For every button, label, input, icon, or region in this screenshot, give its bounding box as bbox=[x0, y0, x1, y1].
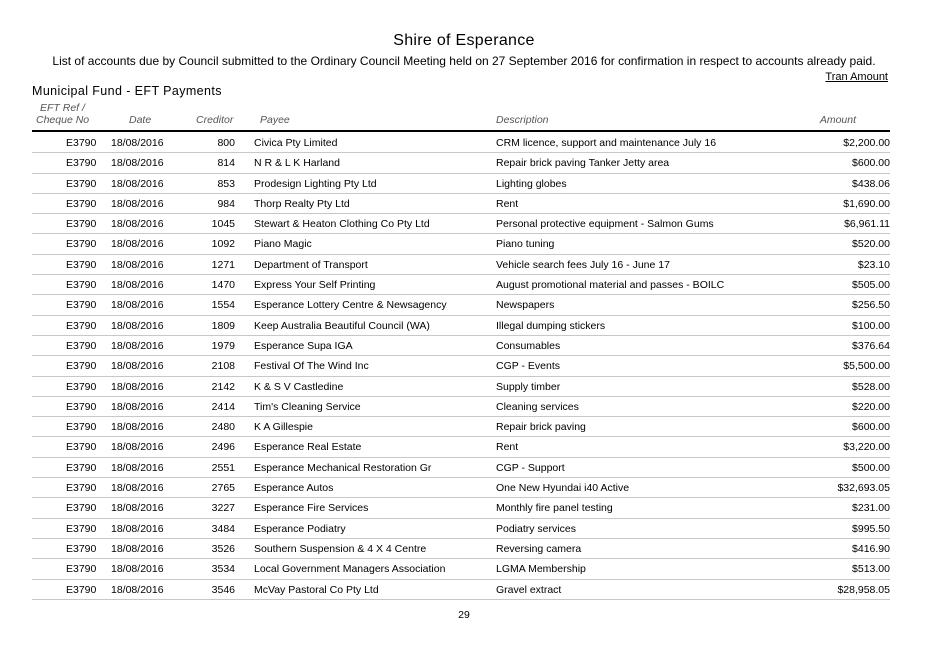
cell-date: 18/08/2016 bbox=[111, 482, 164, 495]
cell-payee: Esperance Supa IGA bbox=[254, 339, 353, 352]
cell-date: 18/08/2016 bbox=[111, 563, 164, 576]
cell-description: CGP - Support bbox=[496, 461, 565, 474]
cell-payee: Keep Australia Beautiful Council (WA) bbox=[254, 319, 430, 332]
cell-ref: E3790 bbox=[66, 421, 97, 434]
cell-creditor: 1271 bbox=[211, 258, 235, 271]
page-title: Shire of Esperance bbox=[393, 32, 535, 49]
cell-payee: Department of Transport bbox=[254, 258, 368, 271]
cell-amount: $28,958.05 bbox=[837, 583, 890, 596]
cell-payee: Esperance Real Estate bbox=[254, 441, 362, 454]
cell-payee: Festival Of The Wind Inc bbox=[254, 360, 369, 373]
cell-payee: Esperance Autos bbox=[254, 482, 334, 495]
column-header-description: Description bbox=[496, 114, 549, 126]
cell-amount: $528.00 bbox=[852, 380, 890, 393]
cell-ref: E3790 bbox=[66, 400, 97, 413]
cell-ref: E3790 bbox=[66, 380, 97, 393]
table-row bbox=[0, 255, 928, 275]
cell-description: Lighting globes bbox=[496, 177, 567, 190]
cell-ref: E3790 bbox=[66, 461, 97, 474]
cell-date: 18/08/2016 bbox=[111, 279, 164, 292]
table-row bbox=[0, 174, 928, 194]
column-header-ref-line2: Cheque No bbox=[36, 114, 90, 126]
header-divider bbox=[32, 130, 890, 132]
cell-creditor: 3227 bbox=[211, 502, 235, 515]
cell-creditor: 1470 bbox=[211, 279, 235, 292]
cell-date: 18/08/2016 bbox=[111, 238, 164, 251]
cell-payee: Prodesign Lighting Pty Ltd bbox=[254, 177, 377, 190]
cell-description: CRM licence, support and maintenance July 16 bbox=[496, 137, 717, 149]
table-row bbox=[0, 153, 928, 173]
cell-description: Piano tuning bbox=[496, 238, 555, 251]
cell-ref: E3790 bbox=[66, 522, 97, 535]
cell-description: Rent bbox=[496, 441, 519, 454]
cell-ref: E3790 bbox=[66, 441, 97, 454]
cell-payee: Esperance Fire Services bbox=[254, 502, 369, 515]
cell-payee: Local Government Managers Association bbox=[254, 563, 446, 576]
table-row bbox=[0, 336, 928, 356]
cell-ref: E3790 bbox=[66, 482, 97, 495]
cell-date: 18/08/2016 bbox=[111, 177, 164, 190]
cell-description: Consumables bbox=[496, 339, 561, 352]
table-row bbox=[0, 417, 928, 437]
cell-date: 18/08/2016 bbox=[111, 339, 164, 352]
cell-payee: Tim's Cleaning Service bbox=[254, 400, 361, 413]
cell-amount: $416.90 bbox=[852, 542, 890, 555]
cell-creditor: 1979 bbox=[211, 339, 235, 352]
cell-amount: $100.00 bbox=[852, 319, 890, 332]
cell-description: Rent bbox=[496, 197, 519, 210]
cell-ref: E3790 bbox=[66, 137, 97, 149]
cell-amount: $376.64 bbox=[852, 339, 890, 352]
cell-amount: $220.00 bbox=[852, 400, 890, 413]
page-subtitle: List of accounts due by Council submitted to the Ordinary Council Meeting held on 27 September 2016 for confirmation in respect to accounts already paid. bbox=[52, 54, 876, 68]
cell-description: Illegal dumping stickers bbox=[496, 319, 606, 332]
cell-ref: E3790 bbox=[66, 177, 97, 190]
cell-creditor: 814 bbox=[217, 157, 235, 170]
cell-creditor: 2142 bbox=[211, 380, 235, 393]
cell-creditor: 1554 bbox=[211, 299, 235, 312]
table-row bbox=[0, 316, 928, 336]
cell-date: 18/08/2016 bbox=[111, 400, 164, 413]
table-row bbox=[0, 377, 928, 397]
cell-ref: E3790 bbox=[66, 360, 97, 373]
tran-amount-label: Tran Amount bbox=[825, 71, 888, 83]
cell-payee: Esperance Mechanical Restoration Gr bbox=[254, 461, 432, 474]
cell-ref: E3790 bbox=[66, 563, 97, 576]
cell-creditor: 1092 bbox=[211, 238, 235, 251]
cell-payee: Piano Magic bbox=[254, 238, 312, 251]
cell-creditor: 3534 bbox=[211, 563, 235, 576]
column-header-date: Date bbox=[129, 114, 152, 126]
cell-creditor: 2765 bbox=[211, 482, 235, 495]
table-row bbox=[0, 437, 928, 457]
cell-amount: $438.06 bbox=[852, 177, 890, 190]
cell-amount: $6,961.11 bbox=[844, 218, 890, 231]
cell-date: 18/08/2016 bbox=[111, 360, 164, 373]
cell-amount: $500.00 bbox=[852, 461, 890, 474]
cell-amount: $23.10 bbox=[857, 258, 890, 271]
cell-payee: N R & L K Harland bbox=[254, 157, 340, 170]
table-row bbox=[0, 194, 928, 214]
table-row bbox=[0, 295, 928, 315]
section-title: Municipal Fund - EFT Payments bbox=[32, 84, 222, 98]
payments-table bbox=[0, 133, 928, 600]
table-row bbox=[0, 559, 928, 579]
cell-creditor: 2496 bbox=[211, 441, 235, 454]
cell-amount: $32,693.05 bbox=[837, 482, 890, 495]
cell-description: One New Hyundai i40 Active bbox=[496, 482, 630, 495]
cell-date: 18/08/2016 bbox=[111, 522, 164, 535]
cell-creditor: 3546 bbox=[211, 583, 235, 596]
table-row bbox=[0, 498, 928, 518]
cell-ref: E3790 bbox=[66, 542, 97, 555]
cell-description: Personal protective equipment - Salmon Gums bbox=[496, 218, 714, 231]
cell-creditor: 800 bbox=[217, 137, 235, 149]
cell-date: 18/08/2016 bbox=[111, 583, 164, 596]
column-header-payee: Payee bbox=[260, 114, 290, 126]
cell-description: Vehicle search fees July 16 - June 17 bbox=[496, 258, 670, 271]
cell-description: LGMA Membership bbox=[496, 563, 586, 576]
cell-date: 18/08/2016 bbox=[111, 258, 164, 271]
table-row bbox=[0, 580, 928, 600]
table-row bbox=[0, 519, 928, 539]
cell-creditor: 3484 bbox=[211, 522, 235, 535]
cell-ref: E3790 bbox=[66, 218, 97, 231]
table-row bbox=[0, 539, 928, 559]
cell-date: 18/08/2016 bbox=[111, 461, 164, 474]
cell-ref: E3790 bbox=[66, 258, 97, 271]
cell-payee: Esperance Lottery Centre & Newsagency bbox=[254, 299, 447, 312]
cell-creditor: 984 bbox=[217, 197, 235, 210]
cell-creditor: 2414 bbox=[211, 400, 235, 413]
cell-payee: Thorp Realty Pty Ltd bbox=[254, 197, 350, 210]
cell-amount: $520.00 bbox=[852, 238, 890, 251]
table-row bbox=[0, 275, 928, 295]
cell-description: CGP - Events bbox=[496, 360, 560, 373]
table-row bbox=[0, 214, 928, 234]
cell-amount: $256.50 bbox=[852, 299, 890, 312]
cell-ref: E3790 bbox=[66, 339, 97, 352]
cell-payee: Esperance Podiatry bbox=[254, 522, 346, 535]
cell-ref: E3790 bbox=[66, 319, 97, 332]
cell-ref: E3790 bbox=[66, 157, 97, 170]
cell-date: 18/08/2016 bbox=[111, 137, 164, 149]
cell-ref: E3790 bbox=[66, 299, 97, 312]
cell-amount: $995.50 bbox=[852, 522, 890, 535]
cell-description: Podiatry services bbox=[496, 522, 576, 535]
table-row bbox=[0, 133, 928, 153]
cell-description: Repair brick paving bbox=[496, 421, 586, 434]
cell-description: Monthly fire panel testing bbox=[496, 502, 613, 515]
cell-amount: $600.00 bbox=[852, 157, 890, 170]
cell-amount: $231.00 bbox=[852, 502, 890, 515]
column-header-creditor: Creditor bbox=[196, 114, 234, 126]
cell-date: 18/08/2016 bbox=[111, 157, 164, 170]
cell-ref: E3790 bbox=[66, 583, 97, 596]
cell-ref: E3790 bbox=[66, 502, 97, 515]
cell-creditor: 1045 bbox=[211, 218, 235, 231]
cell-amount: $513.00 bbox=[852, 563, 890, 576]
cell-creditor: 853 bbox=[217, 177, 235, 190]
cell-payee: Civica Pty Limited bbox=[254, 137, 338, 149]
column-header-ref-line1: EFT Ref / bbox=[40, 102, 85, 114]
cell-payee: McVay Pastoral Co Pty Ltd bbox=[254, 583, 379, 596]
cell-payee: Stewart & Heaton Clothing Co Pty Ltd bbox=[254, 218, 430, 231]
cell-description: Supply timber bbox=[496, 380, 561, 393]
cell-amount: $2,200.00 bbox=[843, 137, 890, 149]
table-row bbox=[0, 397, 928, 417]
table-row bbox=[0, 478, 928, 498]
cell-ref: E3790 bbox=[66, 279, 97, 292]
cell-date: 18/08/2016 bbox=[111, 218, 164, 231]
cell-description: Gravel extract bbox=[496, 583, 562, 596]
cell-description: Newspapers bbox=[496, 299, 555, 312]
cell-date: 18/08/2016 bbox=[111, 542, 164, 555]
cell-creditor: 1809 bbox=[211, 319, 235, 332]
cell-date: 18/08/2016 bbox=[111, 319, 164, 332]
column-headers bbox=[0, 102, 928, 130]
cell-ref: E3790 bbox=[66, 197, 97, 210]
cell-date: 18/08/2016 bbox=[111, 380, 164, 393]
cell-payee: K A Gillespie bbox=[254, 421, 313, 434]
cell-creditor: 2480 bbox=[211, 421, 235, 434]
cell-date: 18/08/2016 bbox=[111, 421, 164, 434]
cell-description: Cleaning services bbox=[496, 400, 579, 413]
cell-payee: Southern Suspension & 4 X 4 Centre bbox=[254, 542, 427, 555]
cell-amount: $505.00 bbox=[852, 279, 890, 292]
table-row bbox=[0, 234, 928, 254]
cell-creditor: 3526 bbox=[211, 542, 235, 555]
cell-date: 18/08/2016 bbox=[111, 502, 164, 515]
cell-date: 18/08/2016 bbox=[111, 299, 164, 312]
cell-description: August promotional material and passes - BOILC bbox=[496, 279, 725, 292]
cell-creditor: 2108 bbox=[211, 360, 235, 373]
cell-description: Reversing camera bbox=[496, 542, 582, 555]
cell-description: Repair brick paving Tanker Jetty area bbox=[496, 157, 670, 170]
cell-date: 18/08/2016 bbox=[111, 197, 164, 210]
cell-creditor: 2551 bbox=[211, 461, 235, 474]
cell-amount: $1,690.00 bbox=[843, 197, 890, 210]
table-row bbox=[0, 458, 928, 478]
cell-amount: $600.00 bbox=[852, 421, 890, 434]
cell-payee: Express Your Self Printing bbox=[254, 279, 376, 292]
cell-ref: E3790 bbox=[66, 238, 97, 251]
cell-amount: $5,500.00 bbox=[843, 360, 890, 373]
cell-payee: K & S V Castledine bbox=[254, 380, 344, 393]
cell-date: 18/08/2016 bbox=[111, 441, 164, 454]
cell-amount: $3,220.00 bbox=[843, 441, 890, 454]
column-header-amount: Amount bbox=[819, 114, 856, 126]
table-row bbox=[0, 356, 928, 376]
page-number: 29 bbox=[458, 609, 470, 621]
